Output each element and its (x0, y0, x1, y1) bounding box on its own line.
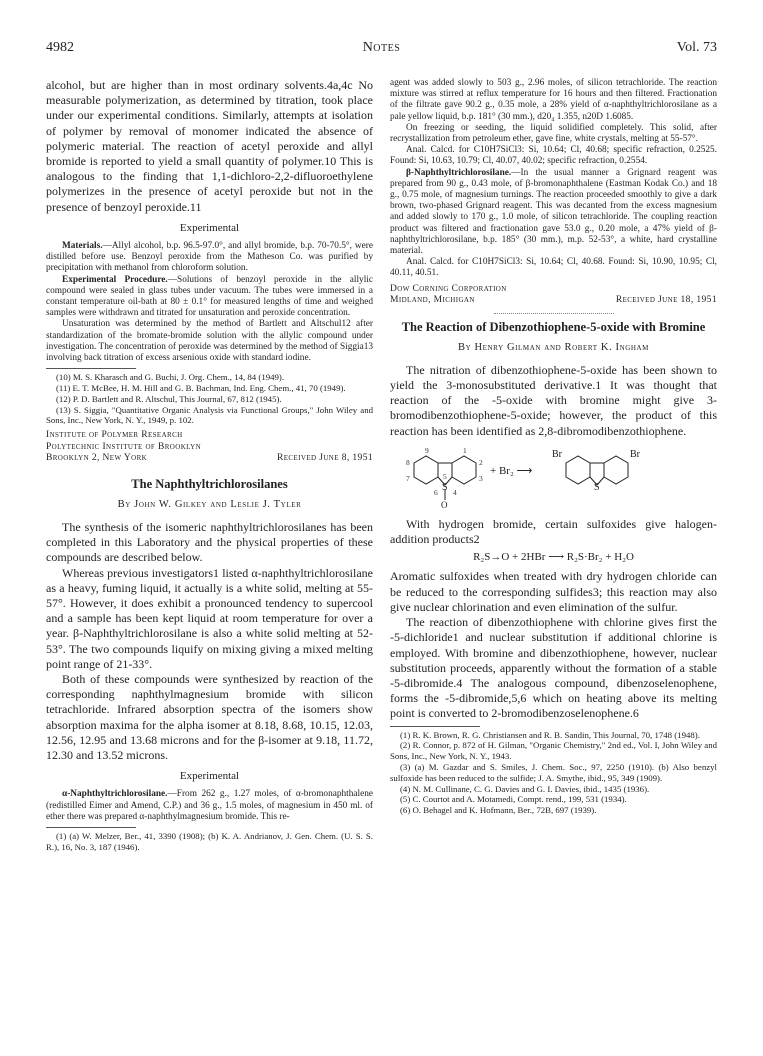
materials-label: Materials. (62, 241, 103, 252)
footnotes-block-2 (46, 831, 373, 853)
footnotes-block-3 (390, 730, 717, 816)
paragraph: Whereas previous investigators1 listed α-naphthyltrichlorosilane as a heavy, fuming liquid, it actually is a white solid, melting at 55-57°. However, it does exhibit a pronounced tendency to supercool and a sample has been kept liquid at room temperature for over a year. β-Naphthyltrichlorosilane is also a white solid melting at 52-53°. The two compounds liquify on mixing giving a mixed melting point range of 21-33°. (46, 565, 373, 671)
position-number: 2 (479, 457, 483, 467)
reaction-equation: R₂S→O + 2HBr ⟶ R₂S·Br₂ + H₂O (473, 551, 634, 564)
freezing-paragraph: On freezing or seeding, the liquid solidified completely. This solid, after recrystallization from petroleum ether, gave fine, white crystals, melting at 55-57°. (390, 122, 717, 145)
footnote-item: (1) (a) W. Melzer, Ber., 41, 3390 (1908); (b) K. A. Andrianov, J. Gen. Chem. (U. S. S. R.), 16, No. 3, 187 (1946). (46, 831, 373, 852)
paragraph: Aromatic sulfoxides when treated with dry hydrogen chloride can be reduced to the corresponding sulfides3; this reaction may also give nuclear chlorination and even elimination of the sulfur. (390, 569, 717, 614)
page-number: 4982 (46, 40, 74, 55)
footnote-divider (46, 368, 136, 369)
footnote-item: (2) R. Connor, p. 872 of H. Gilman, "Organic Chemistry," 2nd ed., Vol. I, John Wiley and Sons, Inc., New York, N. Y., 1943. (390, 740, 717, 762)
received-date-2: Received June 18, 1951 (615, 295, 717, 306)
procedure-label: Experimental Procedure. (62, 274, 168, 285)
experimental-heading-2: Experimental (179, 770, 240, 783)
footnote-item: (6) O. Behagel and K. Hofmann, Ber., 72B, 697 (1939). (400, 805, 597, 816)
alpha-paragraph (46, 789, 373, 823)
position-number: 5 (443, 471, 447, 481)
unsaturation-paragraph: Unsaturation was determined by the method of Bartlett and Altschul12 after standardization of the bromate-bromide solution with the allylic compound under investigation. The concentration of peroxide was determined by the method of Siggia13 involving back titration of excess arsenious oxide with standard iodine. (46, 319, 373, 364)
position-number: 8 (406, 457, 410, 467)
paragraph: Both of these compounds were synthesized by reaction of the corresponding naphthylmagnesium bromide with silicon tetrachloride. Infrared absorption spectra of the isomers show absorption maxima for the alpha isomer at 8.18, 8.68, 10.15, 12.03, 12.56, 12.95 and 13.68 microns and for the β-isomer at 9.18, 11.72, 12.30 and 13.52 microns. (46, 671, 373, 762)
article-separator (494, 313, 614, 314)
authors-3: By Henry Gilman and Robert K. Ingham (457, 341, 650, 353)
position-number: 1 (463, 445, 467, 455)
footnote-item: (5) C. Courtot and A. Motamedi, Compt. rend., 199, 531 (1934). (400, 794, 627, 805)
left-ring (414, 456, 438, 484)
bromine-label-right: Br (630, 448, 640, 460)
materials-text: —Allyl alcohol, b.p. 96.5-97.0°, and allyl bromide, b.p. 70-70.5°, were distilled before use. Benzoyl peroxide from the Matheson Co. was purified by precipitation with methanol from chloroform solution. (46, 241, 373, 274)
sulfur-label: S (442, 481, 448, 493)
procedure-paragraph (46, 275, 373, 320)
position-number: 7 (406, 473, 410, 483)
right-ring (452, 456, 476, 484)
position-number: 9 (425, 445, 429, 455)
page-header (46, 40, 717, 60)
footnotes-block-1 (46, 372, 373, 426)
affiliation-line: Midland, Michigan (390, 295, 475, 306)
reaction-scheme (390, 445, 717, 509)
footnote-item: (13) S. Siggia, "Quantitative Organic Analysis via Functional Groups," John Wiley and Sons, Inc., New York, N. Y., 1949, p. 102. (46, 404, 373, 426)
footnote-divider (46, 827, 136, 828)
experimental-heading-1: Experimental (179, 221, 240, 234)
article-title-2: The Naphthyltrichlorosilanes (131, 476, 288, 491)
affiliation-line: Brooklyn 2, New York (46, 453, 148, 464)
paragraph: The reaction of dibenzothiophene with chlorine gives first the -5-dichloride1 and nuclear substitution if additional chlorine is employed. With bromine and dibenzothiophene, however, nuclear substitution proceeds, apparently without the formation of a stable -5-dibromide.4 The analogous compound, dibenzoselenophene, forms the -5-dibromide,5,6 which on heating above its melting point is converted to 2-bromodibenzoselenophene.6 (390, 615, 717, 721)
left-column (46, 78, 373, 853)
affiliation-line: Dow Corning Corporation (390, 283, 507, 294)
affiliation-line: Polytechnic Institute of Brooklyn (46, 441, 202, 452)
bromine-label-left: Br (552, 448, 562, 460)
footnote-item: (4) N. M. Cullinane, C. G. Davies and G. I. Davies, ibid., 1435 (1936). (400, 783, 650, 794)
procedure-text: —Solutions of benzoyl peroxide in the allylic compound were sealed in glass tubes under vacuum. The tubes were immersed in a constant temperature oil-bath at 80 ± 0.1° for measured lengths of time and weighed samples were withdrawn and titrated for unsaturation and peroxide concentration. (46, 274, 373, 319)
right-ring (604, 456, 628, 484)
received-date-1: Received June 8, 1951 (276, 453, 373, 464)
footnote-divider (390, 726, 480, 727)
authors-2: By John W. Gilkey and Leslie J. Tyler (117, 498, 302, 510)
volume-label: Vol. 73 (676, 40, 717, 55)
continuation-paragraph: agent was added slowly to 503 g., 2.96 moles, of silicon tetrachloride. The reaction mixture was stirred at reflux temperature for 16 hours and then filtered. Fractionation of the filtrate gave 90.2 g., 0.35 mole, a 28% yield of α-naphthyltrichlorosilane as a pale yellow liquid, b.p. 181° (30 mm.), d20₄ 1.355, n20D 1.6085. (390, 78, 717, 122)
affiliation-2 (390, 284, 717, 307)
affiliation-1 (46, 430, 373, 465)
sulfur-label: S (594, 481, 600, 493)
footnote-item: (3) (a) M. Gazdar and S. Smiles, J. Chem. Soc., 97, 2250 (1910). (b) Also benzyl sulfoxide has been reduced to the sulfide; J. A. Smythe, ibid., 95, 349 (1909). (390, 761, 717, 783)
materials-paragraph (46, 241, 373, 275)
paragraph: With hydrogen bromide, certain sulfoxides give halogen-addition products2 (390, 516, 717, 547)
position-number: 4 (453, 487, 457, 497)
analysis-1: Anal. Calcd. for C10H7SiCl3: Si, 10.64; Cl, 40.68; specific refraction, 0.2525. Found: Si, 10.63, 10.79; Cl, 40.07, 40.02; specific refraction, 0.2554. (390, 145, 717, 167)
beta-text: —In the usual manner a Grignard reagent was prepared from 90 g., 0.43 mole, of β-bromonaphthalene (Eastman Kodak Co.) and 18 g., 0.75 mole, of magnesium turnings. The reaction proceeded smoothly to give a dark brown, two-phased Grignard reagent. This was decanted from the excess magnesium and added slowly to 170 g., 1.0 mole, of silicon tetrachloride. The coupling reaction product was filtered and fractionation gave 53.0 g., 0.20 mole, a 47% yield of β-naphthyltrichlorosilane, b.p. 185° (30 mm.), m.p. 52-53°, a white, hard crystalline material. (390, 167, 717, 257)
beta-paragraph (390, 168, 717, 258)
analysis-2: Anal. Calcd. for C10H7SiCl3: Si, 10.64; Cl, 40.68. Found: Si, 10.90, 10.95; Cl, 40.11, 40.51. (390, 257, 717, 279)
affiliation-line: Institute of Polymer Research (46, 430, 183, 441)
position-number: 3 (479, 473, 483, 483)
left-ring (566, 456, 590, 484)
beta-label: β-Naphthyltrichlorosilane. (406, 167, 512, 178)
alpha-label: α-Naphthyltrichlorosilane. (62, 789, 168, 800)
paragraph: The nitration of dibenzothiophene-5-oxide has been shown to yield the 3-monosubstituted derivative.1 It was thought that reaction of the -5-oxide with bromine might give 3-bromodibenzothiophene-5-oxide; however, the product of this reaction has been identified as 2,8-dibromodibenzothiophene. (390, 362, 717, 438)
oxygen-label: O (441, 499, 448, 509)
intro-paragraph: alcohol, but are higher than in most ordinary solvents.4a,4c No measurable polymerization, as determined by titration, took place under our experimental conditions. Similarly, attempts at isolation of polymer by removal of monomer indicated the absence of polymeric material. The reaction of acetyl peroxide and allyl bromide is reported to yield a small quantity of polymer.10 This is analogous to the finding that 1,1-dichloro-2,2-difluoroethylene polymerizes in the presence of acetyl peroxide but not in the presence of benzoyl peroxide.11 (46, 78, 373, 214)
dibromodibenzothiophene-structure (566, 456, 628, 485)
reaction-scheme-svg (390, 445, 717, 509)
footnote-item: (10) M. S. Kharasch and G. Buchi, J. Org. Chem., 14, 84 (1949). (56, 372, 285, 383)
position-number: 6 (434, 487, 438, 497)
footnote-item: (1) R. K. Brown, R. G. Christiansen and R. B. Sandin, This Journal, 70, 1748 (1948). (400, 729, 700, 740)
reagent-arrow: + Br₂ ⟶ (490, 464, 533, 477)
paragraph: The synthesis of the isomeric naphthyltrichlorosilanes has been completed in this Laboratory and the physical properties of these compounds are described below. (46, 519, 373, 565)
footnote-item: (11) E. T. McBee, H. M. Hill and G. B. Bachman, Ind. Eng. Chem., 41, 70 (1949). (56, 383, 346, 394)
right-column (390, 78, 717, 816)
section-title: Notes (362, 40, 401, 55)
article-title-3: The Reaction of Dibenzothiophene-5-oxide with Bromine (401, 319, 706, 334)
alpha-text: —From 262 g., 1.27 moles, of α-bromonaphthalene (redistilled Eimer and Amend, C.P.) and 36 g., 1.5 moles, of magnesium in 450 ml. of ether there was prepared α-naphthylmagnesium bromide. This re- (46, 789, 373, 822)
footnote-item: (12) P. D. Bartlett and R. Altschul, This Journal, 67, 812 (1945). (56, 393, 282, 404)
